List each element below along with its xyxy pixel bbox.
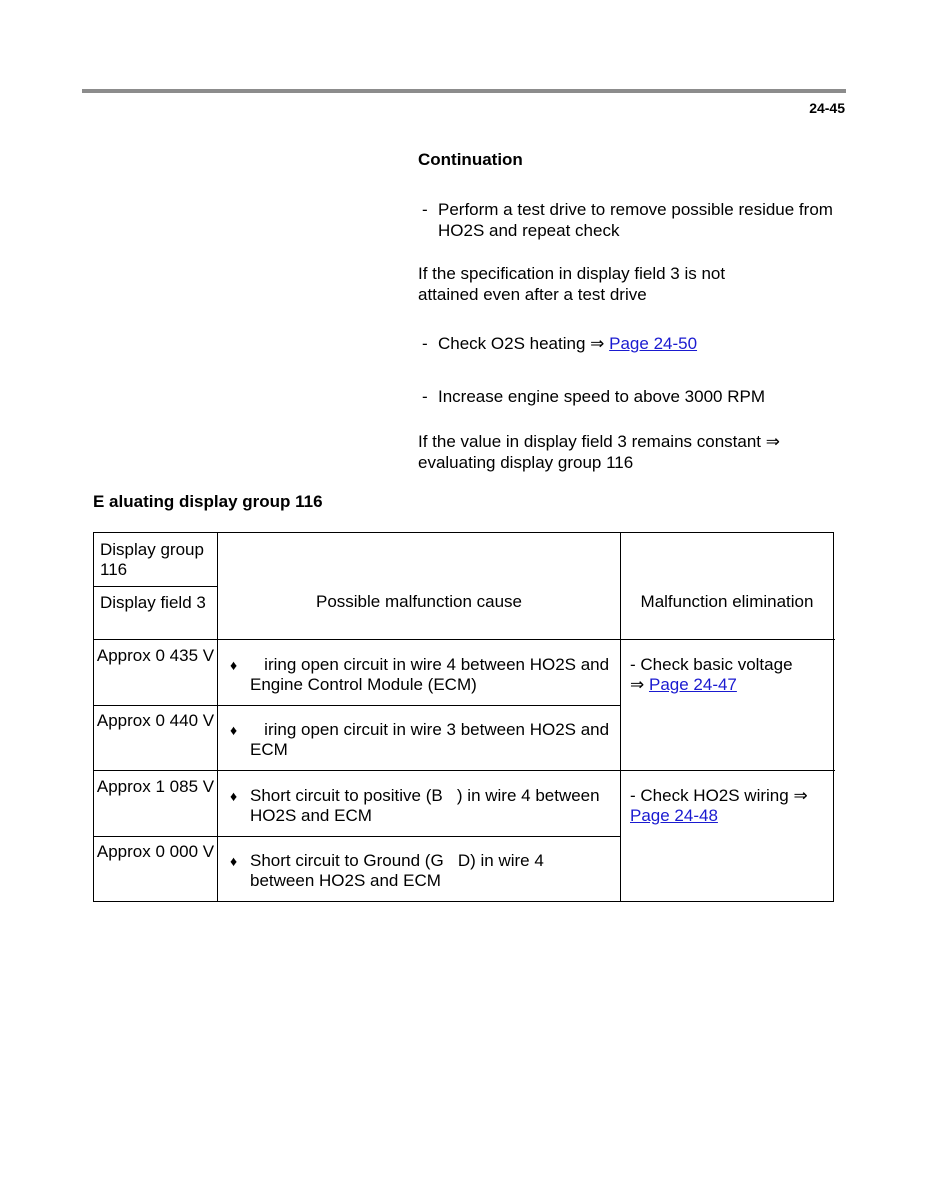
step-test-drive: [422, 199, 858, 241]
value-cell: Approx 1 085 V: [96, 777, 215, 796]
table-divider: [94, 586, 218, 587]
value-cell: Approx 0 000 V: [96, 842, 215, 861]
cause-text: Short circuit to Ground (G D) in wire 4 between HO2S and ECM: [250, 851, 549, 890]
step-check-o2s: [422, 333, 858, 354]
dash-marker: -: [422, 200, 428, 219]
diamond-bullet-icon: ♦: [230, 657, 238, 673]
diamond-bullet-icon: ♦: [230, 722, 238, 738]
cause-cell: [230, 786, 610, 826]
evaluation-table: [93, 532, 834, 902]
arrow-icon: ⇒: [765, 432, 781, 451]
continuation-title: Continuation: [418, 150, 523, 169]
cause-text: iring open circuit in wire 4 between HO2S and Engine Control Module (ECM): [250, 655, 614, 694]
note-value-constant-text2: evaluating display group 116: [418, 453, 634, 472]
elimination-cell: [630, 786, 830, 826]
arrow-icon: ⇒: [590, 334, 605, 353]
table-divider: [620, 533, 621, 901]
elimination-cell: [630, 655, 830, 695]
page-24-47-link[interactable]: Page 24-47: [648, 675, 737, 694]
table-divider: [94, 639, 835, 640]
page-24-50-link[interactable]: Page 24-50: [609, 334, 698, 353]
value-cell: Approx 0 440 V: [96, 711, 215, 730]
step-increase-rpm-text: Increase engine speed to above 3000 RPM: [438, 387, 766, 406]
header-possible-cause: Possible malfunction cause: [315, 592, 522, 611]
diamond-bullet-icon: ♦: [230, 788, 238, 804]
page-24-48-link[interactable]: Page 24-48: [630, 806, 718, 825]
header-display-group: Display group 116: [100, 540, 204, 579]
value-cell: Approx 0 435 V: [96, 646, 215, 665]
note-spec-not-attained: If the specification in display field 3 is not attained even after a test drive: [418, 264, 726, 304]
diamond-bullet-icon: ♦: [230, 853, 238, 869]
table-divider: [94, 836, 621, 837]
cause-cell: [230, 851, 610, 891]
cause-cell: [230, 655, 614, 695]
cause-text: iring open circuit in wire 3 between HO2S and ECM: [250, 720, 614, 759]
cause-text: Short circuit to positive (B ) in wire 4 between HO2S and ECM: [250, 786, 605, 825]
arrow-icon: ⇒: [630, 675, 645, 694]
dash-marker: -: [422, 334, 428, 353]
elimination-text: - Check HO2S wiring: [630, 786, 789, 805]
step-check-o2s-text: Check O2S heating: [438, 334, 586, 353]
section-title: E aluating display group 116: [93, 492, 323, 511]
step-test-drive-text: Perform a test drive to remove possible residue from HO2S and repeat check: [438, 200, 833, 240]
cause-cell: [230, 720, 614, 760]
table-divider: [94, 770, 835, 771]
header-display-field: Display field 3: [100, 593, 206, 612]
header-rule: [82, 89, 846, 93]
page-number: 24-45: [809, 100, 845, 116]
elimination-text: - Check basic voltage: [630, 655, 793, 674]
header-malfunction-elimination: Malfunction elimination: [640, 592, 814, 611]
arrow-icon: ⇒: [793, 786, 808, 805]
step-increase-rpm: [422, 386, 858, 407]
note-value-constant-text: If the value in display field 3 remains constant: [418, 432, 762, 451]
note-value-constant: [418, 431, 838, 473]
table-divider: [94, 705, 621, 706]
dash-marker: -: [422, 387, 428, 406]
table-divider: [217, 533, 218, 901]
